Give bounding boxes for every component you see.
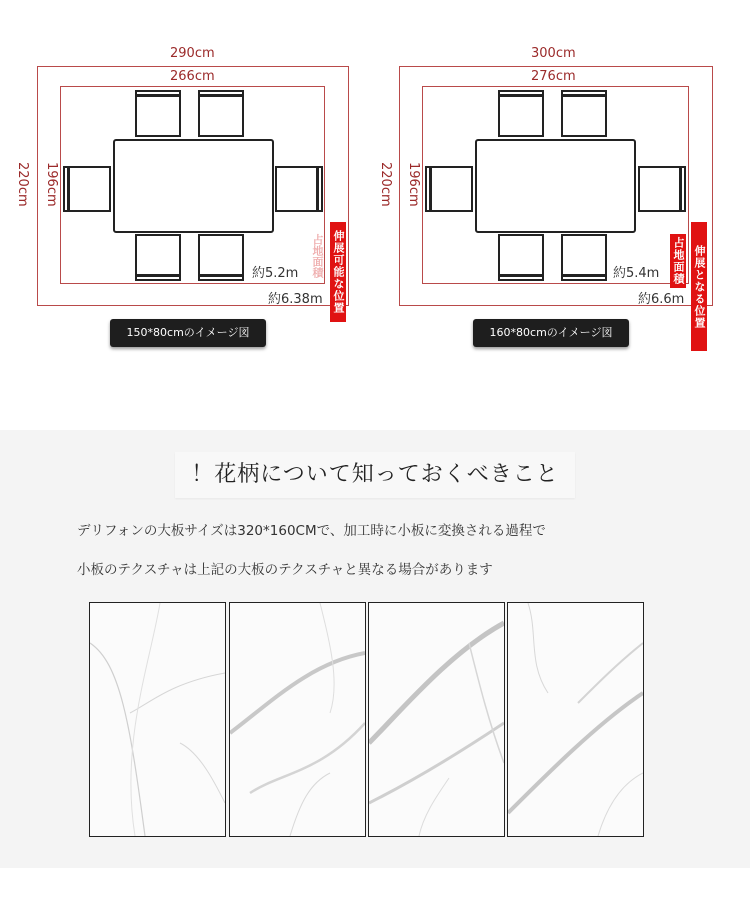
marble-slab-1 bbox=[89, 602, 226, 837]
chair bbox=[198, 234, 244, 281]
chair bbox=[498, 90, 544, 137]
footer-spacer bbox=[0, 868, 750, 922]
extension-position-stamp: 伸展可能な位置 bbox=[330, 222, 346, 322]
inner-width-label: 276cm bbox=[531, 69, 576, 84]
chair bbox=[198, 90, 244, 137]
inner-height-label: 196cm bbox=[44, 162, 59, 207]
caption-150x80: 150*80cmのイメージ図 bbox=[110, 319, 266, 347]
chair bbox=[425, 166, 473, 212]
notice-title: ！花柄について知っておくべきこと bbox=[175, 452, 575, 498]
stamp-shadow-text: 占地面積 bbox=[311, 234, 324, 278]
outer-width-label: 300cm bbox=[531, 46, 576, 61]
chair bbox=[135, 234, 181, 281]
extension-position-stamp: 伸展となる位置 bbox=[691, 222, 707, 351]
outer-height-label: 220cm bbox=[15, 162, 30, 207]
chair bbox=[135, 90, 181, 137]
outer-area-label: 約6.38m bbox=[268, 292, 323, 307]
inner-area-label: 約5.4m bbox=[613, 266, 660, 281]
chair bbox=[561, 234, 607, 281]
marble-slab-2 bbox=[229, 602, 366, 837]
outer-area-label: 約6.6m bbox=[638, 292, 685, 307]
inner-area-label: 約5.2m bbox=[252, 266, 299, 281]
chair bbox=[275, 166, 323, 212]
marble-slab-4 bbox=[507, 602, 644, 837]
chair bbox=[498, 234, 544, 281]
chair bbox=[561, 90, 607, 137]
chair bbox=[63, 166, 111, 212]
inner-height-label: 196cm bbox=[406, 162, 421, 207]
inner-width-label: 266cm bbox=[170, 69, 215, 84]
outer-height-label: 220cm bbox=[378, 162, 393, 207]
caption-160x80: 160*80cmのイメージ図 bbox=[473, 319, 629, 347]
chair bbox=[638, 166, 686, 212]
dining-table bbox=[475, 139, 636, 233]
marble-slab-3 bbox=[368, 602, 505, 837]
notice-line-1: デリフォンの大板サイズは320*160CMで、加工時に小板に変換される過程で bbox=[77, 523, 546, 539]
notice-line-2: 小板のテクスチャは上記の大板のテクスチャと異なる場合があります bbox=[77, 562, 493, 578]
layout-diagrams-section bbox=[0, 0, 750, 430]
outer-width-label: 290cm bbox=[170, 46, 215, 61]
floor-area-stamp: 占地面積 bbox=[670, 234, 686, 288]
dining-table bbox=[113, 139, 274, 233]
